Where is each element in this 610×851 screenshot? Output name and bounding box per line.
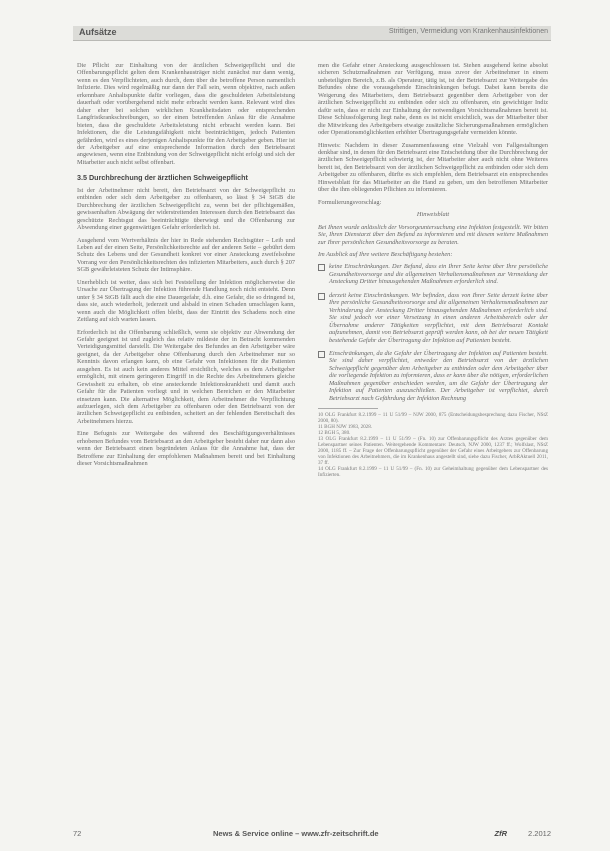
paragraph: Die Pflicht zur Einhaltung von der ärztlichen Schweigepflicht und die Offenbarungspflicht gelten dem Krankenhausträger nicht zunächst nur dann wenig, wenn es den Verpflichteten, auch durch, dem über die betroffene Person namentlich Infizierte. Dies wird regelmäßig nur dann der Fall sein, wenn objektive, nach außen erkennbare Anhaltspunkte dafür vorliegen, dass die geschuldeten Arbeitsleistung dauerhaft oder vorübergehend nicht mehr erbracht werden kann. Relevant wird dies daher eher bei solchen wirklichen Krankheitsdaten oder entsprechenden Langfristkrankschreibungen, so der einen betreffenden Anlass für die Annahme bieten, dass die geschuldete Arbeitsleistung nicht erbracht werden kann. Bei Infektionen, die die Leistungsfähigkeit nicht beeinträchtigen, jedoch Patienten gefährden, wird es eines derjenigen Anhaltspunkte für den Arbeitgeber geben. Hier ist der Arbeitgeber auf eine entsprechende Information durch den Betriebsarzt angewiesen, wenn eine Entbindung von der Schweigepflicht nicht erfolgt und sich der Mitarbeiter auch nicht selbst offenbart.: [77, 62, 295, 166]
option-text: keine Einschränkungen. Der Befund, dass ein Ihrer Seite keine über Ihre persönliche Gesundheitsvorsorge und die allgemeinen Verhaltensmaßnahmen zur Vermeidung der Ansteckung Dritter hinausgehenden Maßnahmen erforderlich sind.: [329, 263, 548, 286]
paragraph: Ausgehend vom Wertverhältnis der hier in Rede stehenden Rechtsgüter – Leib und Leben auf der einen Seite, Persönlichkeitsrechte auf der anderen Seite – gebührt dem Schutz des Lebens und der Gesundheit konkret vor einer Ansteckung zweifelsohne Vorrang vor den Persönlichkeitsrechten des infizierten Mitarbeiters, auch durch § 207 SGB gewährleisteten Schutz der Intimsphäre.: [77, 236, 295, 274]
journal-logo: ZfR: [494, 829, 507, 838]
issue-number: 2.2012: [528, 829, 551, 838]
form-title: Hinweisblatt: [416, 211, 450, 219]
page-number: 72: [73, 829, 82, 838]
paragraph: Erforderlich ist die Offenbarung schließlich, wenn sie objektiv zur Abwendung der Gefahr geeignet ist und zugleich das relativ mildeste der in Betracht kommenden Verteidigungsmittel darstellt. Die Weitergabe des Befundes an den Arbeitgeber wäre geeignet, da der Arbeitgeber ohne Offenbarung durch den Arbeitnehmer nur so Kenntnis davon erlangen kann, ob eine Gefahr von Infektionen für die Patienten ausgehen. Es ist auch kein anderes Mittel ersichtlich, welches es dem Arbeitgeber ermöglicht, mit einem geringeren Eingriff in die Rechte des Arbeitnehmers gleiche Gewissheit zu erhalten, ob eine ansteckende Infektionskrankheit und damit auch Gefahr für die Patienten vorliegt und in welchen Bereichen er den Mitarbeiter einsetzen kann. Die alternative Möglichkeit, dem Arbeitnehmer die Verpflichtung aufzuerlegen, sich dem Arbeitgeber zu offenbaren oder den Betriebsarzt von der ärztlichen Schweigepflicht zu entbinden, scheitert an der fehlenden Bereitschaft des Arbeitnehmers hierzu.: [77, 328, 295, 425]
option-text: derzeit keine Einschränkungen. Wir befinden, dass von Ihrer Seite derzeit keine über Ihre persönliche Gesundheitsvorsorge und die allgemeinen Verhaltensmaßnahmen zur Verhinderung der Ansteckung Dritter hinausgehenden Maßnahmen erforderlich sind. Sie sind jedoch vor einer Versetzung in einen anderen Arbeitsbereich oder der Übernahme anderer Tätigkeiten verpflichtet, mit dem Betriebsarzt Kontakt aufzunehmen, damit von Betriebsarzt geprüft werden kann, ob bei der neuen Tätigkeit bestehende Gefahr der Übertragung der Infektion auf Patienten besteht.: [329, 291, 548, 344]
right-column: [318, 62, 548, 478]
paragraph: men die Gefahr einer Ansteckung ausgeschlossen ist. Stehen ausgehend keine absolut sicheren Schutzmaßnahmen zur Verfügung, muss zuvor der Arbeitnehmer in einem unbeteiligten Bereich, z.B. als Operateur, tätig ist, ist der Betriebsarzt zur Weitergabe des Befundes ohne die vorausgehende Einschränkungen befugt. Dabei kann bereits die Weigerung des Mitarbeiters, dem Betriebsarzt gegenüber dem Arbeitgeber von der ärztlichen Schweigepflicht zu entbinden oder sich zu offenbaren, ein gewichtiger Indiz dafür sein, dass er nicht zur Einhaltung der notwendigen Vorsichtsmaßnahmen bereit ist. Diese Schlussfolgerung liegt nahe, denn es ist nicht ersichtlich, was der Mitarbeiter über die Mitwirkung des Arbeitgebers etwaige zusätzliche Sicherungsmaßnahmen ermöglichen oder Operationsmöglichkeiten erhöhter Übertragungsgefahr vermeiden könnte.: [318, 62, 548, 137]
footnote: 10 OLG Frankfurt 8.2.1999 – 11 U 51/99 – NJW 2000, 875 (Entscheidungsbesprechung dazu Fischer, NStZ 2000, 80).: [318, 412, 548, 425]
checkbox-icon[interactable]: [318, 351, 325, 358]
section-heading: 3.5 Durchbrechung der ärztlichen Schweigepflicht: [77, 173, 248, 183]
footer-site-link[interactable]: News & Service online – www.zfr-zeitschrift.de: [213, 829, 379, 838]
page-footer: [73, 829, 551, 839]
option-row: [318, 350, 548, 402]
footnote-divider: [318, 408, 378, 409]
checkbox-icon[interactable]: [318, 264, 325, 271]
running-title: Strittigen, Vermeidung von Krankenhausinfektionen: [388, 28, 548, 35]
section-label: Aufsätze: [79, 27, 117, 37]
footnote: 13 OLG Frankfurt 8.2.1999 – 11 U 51/99 – (Fn. 10) zur Offenbarungspflicht des Arztes gegenüber dem Lebenspartner seines Patienten. Weitergehende Kommentare: Deutsch, NJW 2000, 1237 ff.; Wolfslast, NStZ 2000, 1185 ff. – Zur Frage der Offenbarungspflicht gegenüber der Gefahr eines Arbeitgebers zur Offenbarung von Infektionen des Arbeitnehmers, die im Krankenhaus angestellt sind, siehe dazu Fischer, ArbRAktuell 2011, 37 ff.: [318, 436, 548, 467]
hint-paragraph: Hinweis: Nachdem in dieser Zusammenfassung eine Vielzahl von Fallgestaltungen denkbar sind, in denen für den Betriebsarzt eine Entscheidung über die Durchbrechung der ärztlichen Schweigepflicht schwierig ist, der Mitarbeiter aber auch nicht ohne Weiteres bereit ist, den Betriebsarzt von der ärztlichen Schweigepflicht zu entbinden oder sich dem Arbeitgeber zu offenbaren, dürfte es sich empfehlen, dem Betriebsarzt ein entsprechendes Hinweisblatt für das Mitarbeiter an die Hand zu geben, um den betroffenen Mitarbeiter über die ihm obliegenden Pflichten zu informieren.: [318, 141, 548, 194]
footnote: 14 OLG Frankfurt 8.2.1999 – 11 U 51/99 – (Fn. 10) zur Geheimhaltung gegenüber dem Lebenspartner des Infizierten.: [318, 466, 548, 479]
checkbox-icon[interactable]: [318, 293, 325, 300]
option-text: Einschränkungen, da die Gefahr der Übertragung der Infektion auf Patienten besteht. Sie sind daher verpflichtet, entweder den Betriebsarzt von der ärztlichen Schweigepflicht gegenüber dem Arbeitgeber zu entbinden oder dem Arbeitgeber über die vorliegende Infektion zu informieren, dass er kann über die nötigen, erforderlichen Maßnahmen gegenüber entschieden werden, um die Gefahr der Übertragung der Infektion auf Patienten auszuschließen. Der Arbeitgeber ist verpflichtet, durch Betriebsarzt nach Gefährdung der Infektion Rechnung: [329, 349, 548, 402]
form-intro: Formulierungsvorschlag:: [318, 198, 382, 206]
footnote: 11 BGH NJW 1983, 2028.: [318, 424, 373, 431]
left-column: [77, 62, 295, 473]
paragraph: Unerheblich ist weiter, dass sich bei Feststellung der Infektion möglicherweise die Ursache zur Übertragung der Infektion führende Handlung noch nicht entsteht. Denn unter § 34 StGB fällt auch die eine Dauergefahr, d.h. eine Gefahr, die so dringend ist, dass sie, auch wiederholt, jederzeit und alsbald in einen Schaden umschlagen kann, wenn auch die Möglichkeit offen bleibt, dass der Eintritt des Schadens noch eine Zeitlang auf sich warten lassen.: [77, 278, 295, 324]
form-paragraph: Im Ausblick auf Ihre weitere Beschäftigung bestehen:: [318, 250, 453, 258]
paragraph: Ist der Arbeitnehmer nicht bereit, den Betriebsarzt von der Schweigepflicht zu entbinden oder sich dem Arbeitgeber zu offenbaren, so lässt § 34 StGB die Durchbrechung der ärztlichen Schweigepflicht zu, wenn bei der pflichtgemäßen, gewissenhaften Abwägung der widerstreitenden Interessen durch den Betriebsarzt das geschützte Rechtsgut das beeinträchtigte überwiegt und die Offenbarung zur Abwendung einer gegenwärtigen Gefahr erforderlich ist.: [77, 186, 295, 232]
option-row: [318, 292, 548, 344]
footnote: 12 BGH 5, 380.: [318, 430, 351, 437]
option-row: [318, 263, 548, 285]
paragraph: Eine Befugnis zur Weitergabe des während des Beschäftigungsverhältnisses erhobenen Befundes vom Betriebsarzt an den Arbeitgeber besteht daher nur dann also wenn der Betriebsarzt einen begründeten Anlass für die Annahme hat, dass der Betroffene zur Einhaltung der empfohlenen Maßnahmen bereit und bei Einhaltung dieser Vorsichtsmaßnahmen: [77, 430, 295, 468]
form-paragraph: Bei Ihnen wurde anlässlich der Vorsorgeuntersuchung eine Infektion festgestellt. Wir bitten Sie, Ihren Dienstarzt über den Befund zu informieren und mit diesem weitere Maßnahmen zur Ihrer persönlichen Gesundheitsvorsorge zu beraten.: [318, 223, 548, 246]
